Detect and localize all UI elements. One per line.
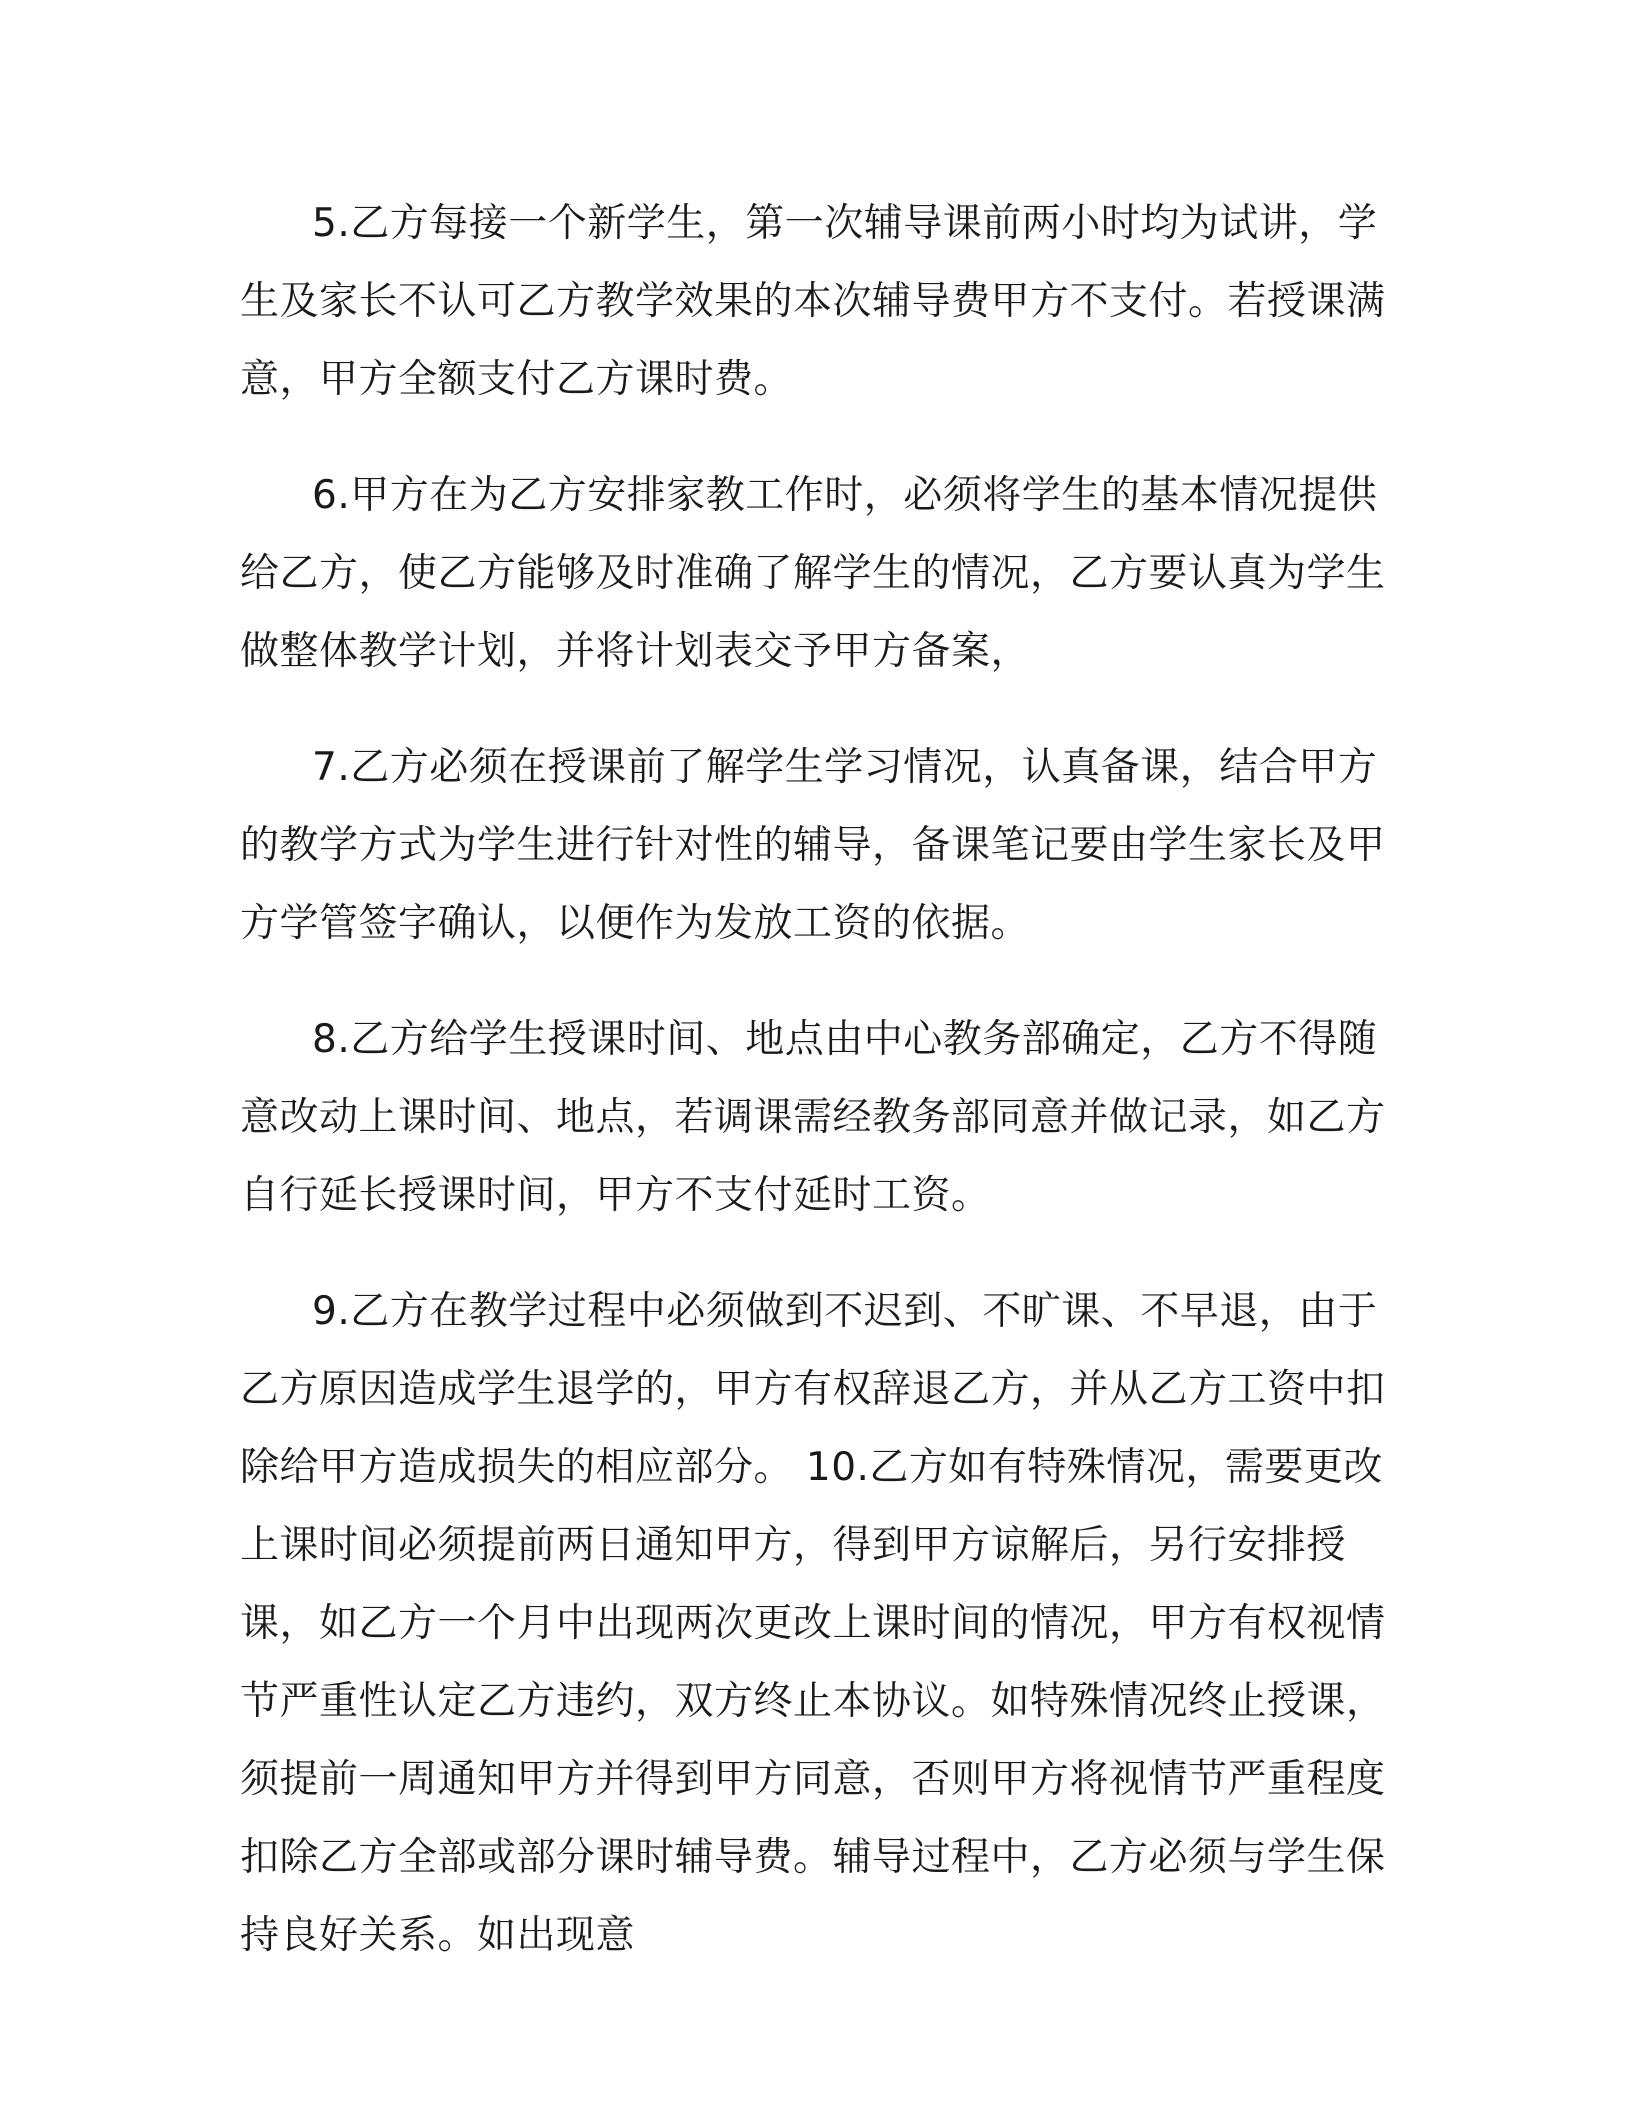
document-body	[240, 185, 1392, 2013]
paragraph-7: 7.乙方必须在授课前了解学生学习情况，认真备课，结合甲方的教学方式为学生进行针对性的辅导，备课笔记要由学生家长及甲方学管签字确认，以便作为发放工资的依据。	[240, 745, 1386, 946]
paragraph-6: 6.甲方在为乙方安排家教工作时，必须将学生的基本情况提供给乙方，使乙方能够及时准确了解学生的情况，乙方要认真为学生做整体教学计划，并将计划表交予甲方备案，	[240, 473, 1386, 674]
paragraph-8: 8.乙方给学生授课时间、地点由中心教务部确定，乙方不得随意改动上课时间、地点，若调课需经教务部同意并做记录，如乙方自行延长授课时间，甲方不支付延时工资。	[240, 1017, 1386, 1218]
paragraph-5: 5.乙方每接一个新学生，第一次辅导课前两小时均为试讲，学生及家长不认可乙方教学效果的本次辅导费甲方不支付。若授课满意，甲方全额支付乙方课时费。	[240, 201, 1386, 402]
paragraph-9: 9.乙方在教学过程中必须做到不迟到、不旷课、不早退，由于乙方原因造成学生退学的，甲方有权辞退乙方，并从乙方工资中扣除给甲方造成损失的相应部分。 10.乙方如有特殊情况，需要更改上课时间必须提前两日通知甲方，得到甲方谅解后，另行安排授课，如乙方一个月中出现两次更改上课时间的情况，甲方有权视情节严重性认定乙方违约，双方终止本协议。如特殊情况终止授课，须提前一周通知甲方并得到甲方同意，否则甲方将视情节严重程度扣除乙方全部或部分课时辅导费。辅导过程中，乙方必须与学生保持良好关系。如出现意	[240, 1289, 1386, 1958]
